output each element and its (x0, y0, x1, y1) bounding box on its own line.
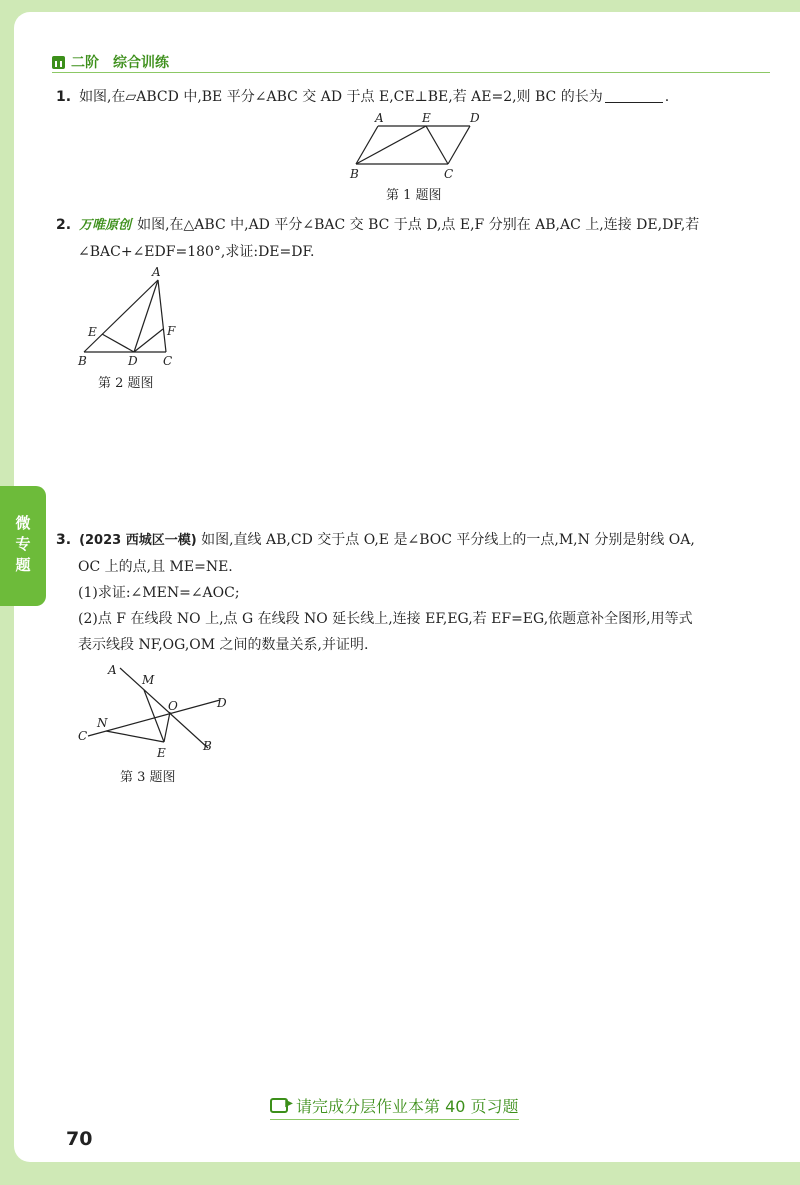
fig2-label-b: B (78, 354, 87, 368)
fig3-label-b: B (203, 739, 212, 753)
fig3-label-c: C (78, 729, 88, 743)
section-header (52, 52, 770, 73)
figure-2-caption: 第 2 题图 (98, 376, 154, 391)
fig2-segment-ad (134, 280, 158, 352)
fig1-label-b: B (350, 167, 359, 180)
figure-1 (340, 108, 490, 180)
original-badge: 万唯原创 (79, 218, 132, 233)
fig1-segment-dc (448, 126, 470, 164)
homework-note (270, 1094, 519, 1120)
fig3-label-e: E (157, 746, 166, 760)
page-number: 70 (66, 1128, 93, 1150)
question-part-2-line-1: (2)点 F 在线段 NO 上,点 G 在线段 NO 延长线上,连接 EF,EG,若 EF=EG,依题意补全图形,用等式 (78, 611, 693, 627)
fig3-label-o: O (168, 699, 178, 713)
homework-note-text: 请完成分层作业本第 40 页习题 (296, 1097, 519, 1116)
fig3-segment-ne (106, 731, 164, 742)
fig2-segment-ac (158, 280, 166, 352)
fig1-label-c: C (444, 167, 454, 180)
question-number: 1. (56, 89, 72, 105)
fig2-label-d: D (128, 354, 138, 368)
question-part-1: (1)求证:∠MEN=∠AOC; (78, 585, 240, 601)
figure-1-caption: 第 1 题图 (386, 188, 442, 203)
figure-3 (74, 660, 236, 764)
fig3-line-cd (88, 700, 220, 736)
fig2-label-e: E (88, 325, 97, 339)
fig2-label-f: F (167, 324, 176, 338)
question-text-line-1: 如图,直线 AB,CD 交于点 O,E 是∠BOC 平分线上的一点,M,N 分别是射线 OA, (201, 532, 695, 548)
question-2 (56, 212, 778, 265)
question-text: 如图,在▱ABCD 中,BE 平分∠ABC 交 AD 于点 E,CE⊥BE,若 AE=2,则 BC 的长为 (79, 89, 603, 105)
fig3-label-a: A (108, 663, 117, 677)
fig1-label-a: A (375, 111, 384, 125)
fig3-label-n: N (97, 716, 108, 730)
side-tab-label: 微专题 (13, 514, 32, 578)
side-tab (0, 486, 46, 606)
fig2-label-c: C (163, 354, 173, 368)
question-text-line-1: 如图,在△ABC 中,AD 平分∠BAC 交 BC 于点 D,点 E,F 分别在 AB,AC 上,连接 DE,DF,若 (137, 217, 700, 233)
question-3 (56, 527, 778, 658)
figure-2 (74, 264, 184, 372)
question-part-2-line-2: 表示线段 NF,OG,OM 之间的数量关系,并证明. (78, 637, 369, 653)
fig1-segment-ce (426, 126, 448, 164)
fig2-label-a: A (152, 265, 161, 279)
fig3-label-d: D (217, 696, 227, 710)
fig1-label-e: E (422, 111, 431, 125)
bar-chart-icon (52, 56, 65, 69)
section-level: 二阶 (71, 55, 99, 71)
question-number: 3. (56, 532, 72, 548)
fig2-segment-de (102, 334, 134, 352)
question-number: 2. (56, 217, 72, 233)
fig1-label-d: D (470, 111, 480, 125)
question-text-line-2: OC 上的点,且 ME=NE. (78, 559, 233, 575)
figure-3-caption: 第 3 题图 (120, 770, 176, 785)
section-title: 综合训练 (113, 55, 169, 71)
fig3-label-m: M (142, 673, 155, 687)
document-arrow-icon (270, 1098, 288, 1113)
fig3-segment-oe (164, 712, 170, 742)
question-source: (2023 西城区一模) (79, 533, 197, 548)
answer-blank (605, 88, 663, 103)
question-1 (56, 84, 776, 110)
question-text-end: . (664, 89, 670, 105)
question-text-line-2: ∠BAC+∠EDF=180°,求证:DE=DF. (78, 244, 315, 260)
